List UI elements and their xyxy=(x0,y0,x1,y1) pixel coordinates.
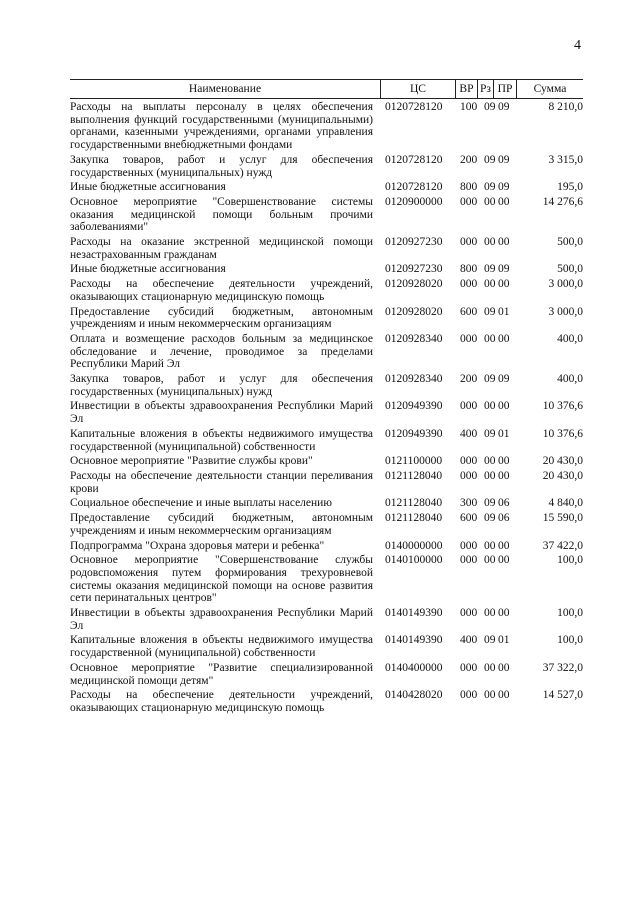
row-pr: 09 xyxy=(498,373,510,386)
row-cs: 0140400000 xyxy=(385,661,443,674)
row-pr: 00 xyxy=(498,236,510,249)
row-sum: 400,0 xyxy=(557,373,583,386)
table-row xyxy=(70,428,583,453)
row-sum: 400,0 xyxy=(557,332,583,345)
row-name: Расходы на выплаты персоналу в целях обеспечения выполнения функций государственными (муниципальными) органами, казенными учреждениями, органами управления государственными внебюджетными фондами xyxy=(70,101,373,152)
table-row xyxy=(70,512,583,537)
row-cs: 0121128040 xyxy=(385,497,443,510)
row-sum: 20 430,0 xyxy=(542,469,583,482)
row-pr: 00 xyxy=(498,661,510,674)
row-pr: 00 xyxy=(498,332,510,345)
row-sum: 37 322,0 xyxy=(542,661,583,674)
row-rz: 00 xyxy=(484,539,496,552)
row-rz: 09 xyxy=(484,512,496,525)
row-name: Закупка товаров, работ и услуг для обеспечения государственных (муниципальных) нужд xyxy=(70,373,373,398)
table-row xyxy=(70,236,583,261)
row-name: Капитальные вложения в объекты недвижимого имущества государственной (муниципальной) собственности xyxy=(70,634,373,660)
row-name: Основное мероприятие "Совершенствование системы оказания медицинской помощи больным прочими заболеваниями" xyxy=(70,195,373,234)
row-pr: 06 xyxy=(498,497,510,510)
row-name: Подпрограмма "Охрана здоровья матери и ребенка" xyxy=(70,539,325,552)
row-rz: 09 xyxy=(484,497,496,510)
row-name: Расходы на обеспечение деятельности учреждений, оказывающих стационарную медицинскую помощь xyxy=(70,278,373,303)
table-row xyxy=(70,540,583,553)
header-name: Наименование xyxy=(70,80,381,98)
row-pr: 09 xyxy=(498,153,510,166)
row-name: Социальное обеспечение и иные выплаты населению xyxy=(70,497,332,510)
row-name: Иные бюджетные ассигнования xyxy=(70,263,226,276)
table-row xyxy=(70,497,583,510)
row-sum: 100,0 xyxy=(557,634,583,647)
table-row xyxy=(70,278,583,303)
row-pr: 00 xyxy=(498,554,510,567)
row-pr: 00 xyxy=(498,455,510,468)
row-sum: 15 590,0 xyxy=(542,512,583,525)
row-cs: 0120949390 xyxy=(385,427,443,440)
row-rz: 09 xyxy=(484,305,496,318)
row-cs: 0140428020 xyxy=(385,689,443,702)
row-cs: 0120928340 xyxy=(385,332,443,345)
row-rz: 00 xyxy=(484,607,496,620)
row-rz: 09 xyxy=(484,263,496,276)
row-rz: 00 xyxy=(484,469,496,482)
row-sum: 500,0 xyxy=(557,236,583,249)
budget-table-body xyxy=(70,101,583,715)
row-rz: 09 xyxy=(484,181,496,194)
table-row xyxy=(70,196,583,234)
row-rz: 00 xyxy=(484,400,496,413)
row-rz: 00 xyxy=(484,689,496,702)
row-name: Расходы на оказание экстренной медицинской помощи незастрахованным гражданам xyxy=(70,236,373,261)
page-number: 4 xyxy=(574,38,581,53)
row-cs: 0120728120 xyxy=(385,181,443,194)
row-rz: 00 xyxy=(484,195,496,208)
row-cs: 0120928340 xyxy=(385,373,443,386)
row-name: Закупка товаров, работ и услуг для обеспечения государственных (муниципальных) нужд xyxy=(70,153,373,179)
row-cs: 0120949390 xyxy=(385,400,443,413)
row-name: Основное мероприятие "Развитие специализированной медицинской помощи детям" xyxy=(70,661,373,687)
row-cs: 0120927230 xyxy=(385,263,443,276)
table-header xyxy=(70,79,583,99)
row-rz: 09 xyxy=(484,153,496,166)
row-sum: 3 315,0 xyxy=(548,153,583,166)
row-sum: 14 527,0 xyxy=(542,689,583,702)
row-vr: 800 xyxy=(460,181,478,194)
row-pr: 00 xyxy=(498,607,510,620)
row-name: Капитальные вложения в объекты недвижимого имущества государственной (муниципальной) собственности xyxy=(70,427,373,453)
row-rz: 09 xyxy=(484,427,496,440)
row-cs: 0120728120 xyxy=(385,101,443,113)
header-vr: ВР xyxy=(456,80,478,98)
row-rz: 00 xyxy=(484,661,496,674)
row-name: Расходы на обеспечение деятельности учреждений, оказывающих стационарную медицинскую помощь xyxy=(70,689,373,714)
row-cs: 0140149390 xyxy=(385,607,443,620)
row-vr: 600 xyxy=(460,305,478,318)
row-cs: 0120928020 xyxy=(385,278,443,291)
row-cs: 0140149390 xyxy=(385,634,443,647)
row-sum: 10 376,6 xyxy=(542,427,583,440)
row-vr: 300 xyxy=(460,497,478,510)
row-cs: 0140100000 xyxy=(385,554,443,567)
row-vr: 000 xyxy=(460,455,478,468)
table-row xyxy=(70,154,583,179)
row-sum: 14 276,6 xyxy=(542,195,583,208)
row-vr: 000 xyxy=(460,400,478,413)
table-row xyxy=(70,689,583,714)
row-vr: 200 xyxy=(460,153,478,166)
row-vr: 800 xyxy=(460,263,478,276)
table-row xyxy=(70,455,583,468)
header-cs: ЦС xyxy=(381,80,456,98)
table-row xyxy=(70,662,583,687)
row-pr: 09 xyxy=(498,181,510,194)
row-pr: 09 xyxy=(498,101,510,113)
row-rz: 09 xyxy=(484,634,496,647)
row-pr: 01 xyxy=(498,634,510,647)
row-pr: 00 xyxy=(498,539,510,552)
row-vr: 000 xyxy=(460,236,478,249)
table-row xyxy=(70,306,583,331)
row-name: Расходы на обеспечение деятельности станции переливания крови xyxy=(70,469,373,495)
table-row xyxy=(70,634,583,659)
row-vr: 200 xyxy=(460,373,478,386)
row-vr: 000 xyxy=(460,539,478,552)
row-vr: 100 xyxy=(460,101,478,113)
row-pr: 00 xyxy=(498,278,510,291)
row-name: Инвестиции в объекты здравоохранения Республики Марий Эл xyxy=(70,607,373,632)
row-cs: 0120928020 xyxy=(385,305,443,318)
row-vr: 000 xyxy=(460,554,478,567)
row-vr: 600 xyxy=(460,512,478,525)
table-row xyxy=(70,373,583,398)
table-row xyxy=(70,181,583,194)
row-pr: 00 xyxy=(498,195,510,208)
row-vr: 000 xyxy=(460,469,478,482)
row-sum: 3 000,0 xyxy=(548,305,583,318)
row-vr: 000 xyxy=(460,689,478,702)
row-rz: 00 xyxy=(484,236,496,249)
row-pr: 06 xyxy=(498,512,510,525)
row-name: Предоставление субсидий бюджетным, автономным учреждениям и иным некоммерческим организациям xyxy=(70,512,373,537)
table-row xyxy=(70,554,583,605)
row-sum: 100,0 xyxy=(557,607,583,620)
row-vr: 000 xyxy=(460,278,478,291)
row-rz: 00 xyxy=(484,332,496,345)
row-name: Инвестиции в объекты здравоохранения Республики Марий Эл xyxy=(70,400,373,426)
row-cs: 0140000000 xyxy=(385,539,443,552)
row-pr: 00 xyxy=(498,689,510,702)
header-sum: Сумма xyxy=(533,82,567,95)
table-row xyxy=(70,101,583,152)
row-name: Оплата и возмещение расходов больным за медицинское обследование и лечение, проводимое за пределами Республики Марий Эл xyxy=(70,332,373,371)
row-rz: 09 xyxy=(484,373,496,386)
row-sum: 100,0 xyxy=(557,554,583,567)
row-rz: 09 xyxy=(484,101,496,113)
row-rz: 00 xyxy=(484,455,496,468)
row-cs: 0120728120 xyxy=(385,153,443,166)
row-cs: 0121100000 xyxy=(385,455,443,468)
table-row xyxy=(70,400,583,425)
row-name: Предоставление субсидий бюджетным, автономным учреждениям и иным некоммерческим организациям xyxy=(70,305,373,331)
row-cs: 0120927230 xyxy=(385,236,443,249)
row-vr: 000 xyxy=(460,661,478,674)
table-row xyxy=(70,607,583,632)
row-sum: 500,0 xyxy=(557,263,583,276)
row-pr: 01 xyxy=(498,427,510,440)
row-vr: 000 xyxy=(460,607,478,620)
row-name: Иные бюджетные ассигнования xyxy=(70,181,226,194)
header-pr: ПР xyxy=(494,80,517,98)
row-sum: 195,0 xyxy=(557,181,583,194)
row-sum: 8 210,0 xyxy=(548,101,583,113)
row-rz: 00 xyxy=(484,278,496,291)
row-sum: 20 430,0 xyxy=(542,455,583,468)
table-row xyxy=(70,263,583,276)
row-sum: 4 840,0 xyxy=(548,497,583,510)
header-rz: Рз xyxy=(478,80,494,98)
row-name: Основное мероприятие "Развитие службы крови" xyxy=(70,455,313,468)
row-vr: 400 xyxy=(460,427,478,440)
row-vr: 000 xyxy=(460,195,478,208)
row-cs: 0121128040 xyxy=(385,469,443,482)
row-pr: 01 xyxy=(498,305,510,318)
row-sum: 37 422,0 xyxy=(542,539,583,552)
row-name: Основное мероприятие "Совершенствование службы родовспоможения путем формирования трехуровневой системы оказания медицинской помощи на основе развития сети перинатальных центров" xyxy=(70,554,373,605)
row-pr: 00 xyxy=(498,469,510,482)
row-rz: 00 xyxy=(484,554,496,567)
table-row xyxy=(70,333,583,371)
row-pr: 09 xyxy=(498,263,510,276)
row-sum: 3 000,0 xyxy=(548,278,583,291)
row-pr: 00 xyxy=(498,400,510,413)
table-row xyxy=(70,470,583,495)
row-sum: 10 376,6 xyxy=(542,400,583,413)
row-cs: 0121128040 xyxy=(385,512,443,525)
row-cs: 0120900000 xyxy=(385,195,443,208)
row-vr: 000 xyxy=(460,332,478,345)
row-vr: 400 xyxy=(460,634,478,647)
